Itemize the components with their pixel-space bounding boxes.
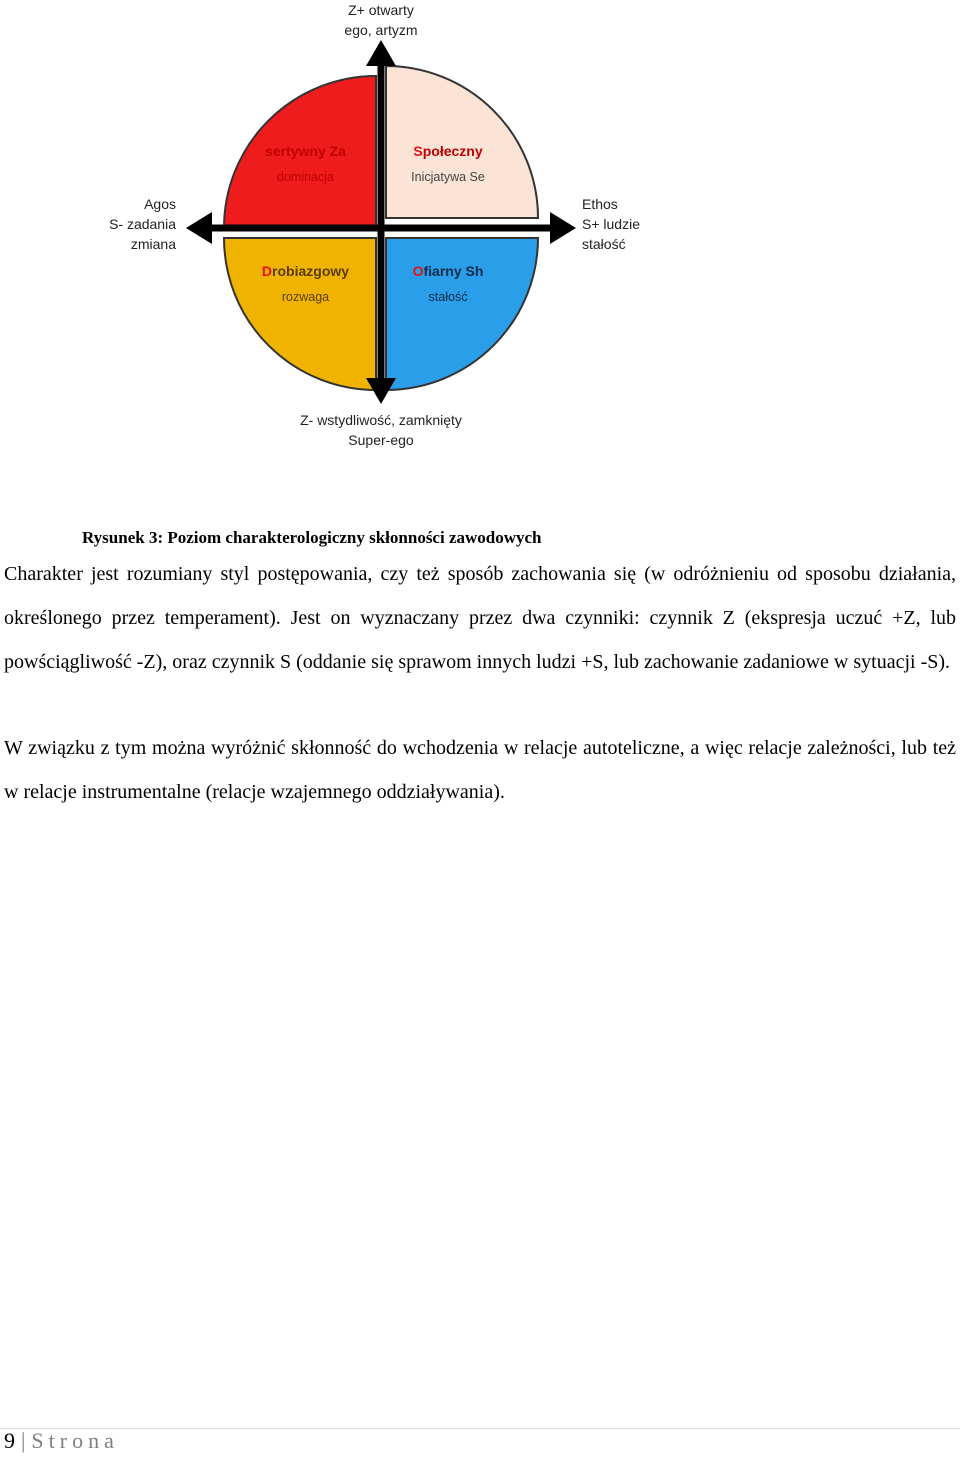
quadrant-bottom-right [386,238,538,390]
quadrant-label-asertywny [238,142,373,186]
figure-caption: Rysunek 3: Poziom charakterologiczny skłonności zawodowych [82,528,542,547]
quadrant-title: sertywny Za [265,143,346,159]
quadrant-subtitle: rozwaga [281,290,330,304]
quadrant-subtitle: stałość [428,290,468,304]
body-paragraph: Charakter jest rozumiany styl postępowania, czy też sposób zachowania się (w odróżnieniu od sposobu działania, określonego przez temperament). Jest on wyznaczany przez dwa czynniki: czynnik Z (ekspresja uczuć +Z, lub powściągliwość -Z), oraz czynnik S (oddanie się sprawom innych ludzi +S, lub zachowanie zadaniowe w sytuacji -S). [4,563,956,673]
page-footer [4,1428,119,1454]
body-paragraph: W związku z tym można wyróżnić skłonność do wchodzenia w relacje autoteliczne, a więc relacje zależności, lub też w relacje instrumentalne (relacje wzajemnego oddziaływania). [4,737,956,803]
quadrant-label-spoleczny [388,142,508,186]
footer-divider [0,1428,960,1429]
axis-label-left: Agos S- zadania zmiana [109,196,176,252]
quadrant-title: Drobiazgowy [261,263,350,279]
quadrant-title: Ofiarny Sh [412,263,484,279]
quadrant-label-ofiarny [388,262,508,306]
page-word: Strona [31,1428,119,1453]
axis-label-top: Z+ otwarty ego, artyzm [344,2,418,38]
quadrant-bottom-left [224,238,376,390]
quadrant-label-drobiazgowy [238,262,373,306]
axis-label-right: Ethos S+ ludzie stałość [582,196,640,252]
footer-separator: | [21,1428,26,1453]
page-number: 9 [4,1428,15,1453]
axis-label-bottom: Z- wstydliwość, zamknięty Super-ego [300,412,462,448]
quadrant-subtitle: dominacja [277,170,334,184]
quadrant-subtitle: Inicjatywa Se [411,170,485,184]
quadrant-title: Społeczny [413,143,483,159]
